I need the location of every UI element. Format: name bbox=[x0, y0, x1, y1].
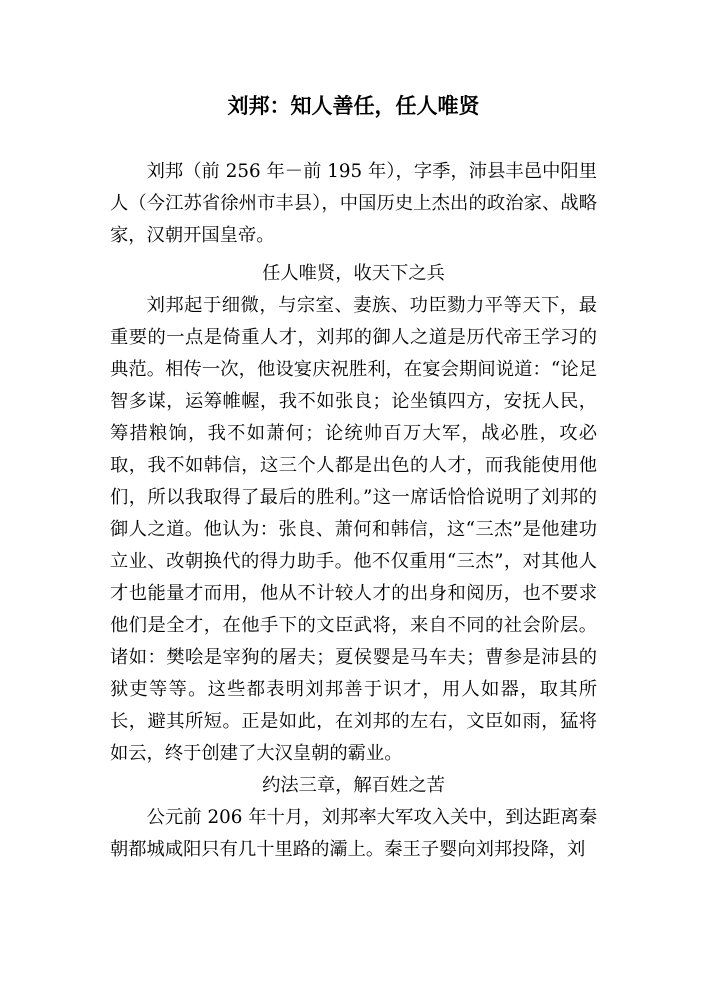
intro-paragraph: 刘邦（前 256 年－前 195 年），字季，沛县丰邑中阳里人（今江苏省徐州市丰县），中国历史上杰出的政治家、战略家，汉朝开国皇帝。 bbox=[110, 161, 597, 246]
section-heading-2: 约法三章，解百姓之苦 bbox=[262, 775, 445, 796]
section-paragraph-1: 刘邦起于细微，与宗室、妻族、功臣勠力平等天下，最重要的一点是倚重人才，刘邦的御人之道是历代帝王学习的典范。相传一次，他设宴庆祝胜利，在宴会期间说道：“论足智多谋，运筹帷幄，我不如张良；论坐镇四方，安抚人民，筹措粮饷，我不如萧何；论统帅百万大军，战必胜，攻必取，我不如韩信，这三个人都是出色的人才，而我能使用他们，所以我取得了最后的胜利。”这一席话恰恰说明了刘邦的御人之道。他认为：张良、萧何和韩信，这“三杰”是他建功立业、改朝换代的得力助手。他不仅重用“三杰”，对其他人才也能量才而用，他从不计较人才的出身和阅历，也不要求他们是全才，在他手下的文臣武将，来自不同的社会阶层。诸如：樊哙是宰狗的屠夫；夏侯婴是马车夫；曹参是沛县的狱吏等等。这些都表明刘邦善于识才，用人如器，取其所长，避其所短。正是如此，在刘邦的左右，文臣如雨，猛将如云，终于创建了大汉皇朝的霸业。 bbox=[110, 295, 597, 764]
section-heading-1: 任人唯贤，收天下之兵 bbox=[262, 263, 445, 284]
document-body bbox=[110, 156, 597, 866]
section-paragraph-2: 公元前 206 年十月，刘邦率大军攻入关中，到达距离秦朝都城咸阳只有几十里路的灞上。秦王子婴向刘邦投降，刘 bbox=[110, 807, 597, 860]
document-title: 刘邦：知人善任，任人唯贤 bbox=[227, 93, 480, 118]
